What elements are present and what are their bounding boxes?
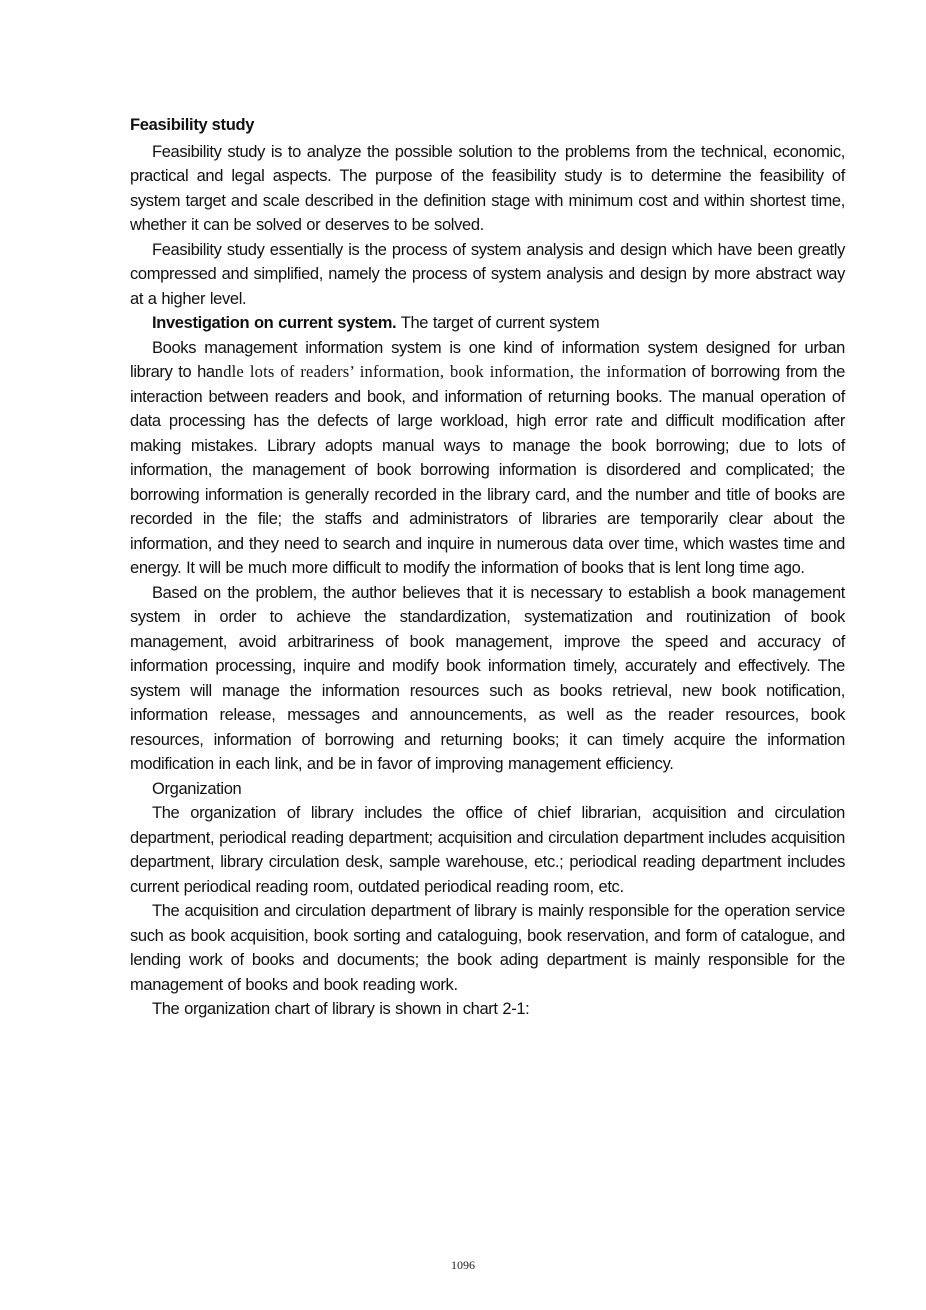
paragraph-feasibility-definition: Feasibility study is to analyze the possible solution to the problems from the technical, economic, practical and legal aspects. The purpose of the feasibility study is to determine the feasibility of system target and scale described in the definition stage with minimum cost and within shortest time, whether it can be solved or deserves to be solved. (130, 142, 845, 234)
paragraph-organization-structure: The organization of library includes the office of chief librarian, acquisition and circulation department, periodical reading department; acquisition and circulation department includes acquisition department, library circulation desk, sample warehouse, etc.; periodical reading department includes current periodical reading room, outdated periodical reading room, etc. (130, 804, 845, 896)
paragraph-chart-reference: The organization chart of library is shown in chart 2-1: (152, 1000, 530, 1018)
paragraph-organization-label: Organization (152, 779, 242, 798)
page-number: 1096 (451, 1258, 475, 1272)
paragraph-proposal: Based on the problem, the author believes that it is necessary to establish a book management system in order to achieve the standardization, systematization and routinization of book management, avoid arbitrariness of book management, improve the speed and accuracy of information processing, inquire and modify book information timely, accurately and effectively. The system will manage the information resources such as books retrieval, new book notification, information release, messages and announcements, as well as the reader resources, book resources, information of borrowing and returning books; it can timely acquire the information modification in each link, and be in favor of improving management efficiency. (130, 583, 845, 773)
current-system-part-b: ion of borrowing from the interaction between readers and book, and information of returning books. The manual operation of data processing has the defects of large workload, high error rate and difficult modification after making mistakes. Library adopts manual ways to manage the book borrowing; due to lots of information, the management of book borrowing information is disordered and complicated; the borrowing information is generally recorded in the library card, and the number and title of books are recorded in the file; the staffs and administrators of libraries are temporarily clear about the information, and they need to search and inquire in numerous data over time, which wastes time and energy. It will be much more difficult to modify the information of books that is lent long time ago. (130, 363, 845, 577)
current-system-serif-run: ndle lots of readers’ information, book information, the informat (214, 362, 666, 381)
document-body (130, 113, 845, 1022)
investigation-bold-label: Investigation on current system. (152, 314, 397, 332)
paragraph-current-system (130, 336, 845, 581)
paragraph-investigation-heading (130, 311, 845, 336)
investigation-rest: The target of current system (396, 314, 600, 332)
paragraph-feasibility-essence: Feasibility study essentially is the process of system analysis and design which have been greatly compressed and simplified, namely the process of system analysis and design by more abstract way at a higher level. (130, 240, 845, 308)
current-system-part-a: Books management information system is one kind of information system designed for urban library to ha (130, 338, 845, 381)
paragraph-department-duties: The acquisition and circulation department of library is mainly responsible for the operation service such as book acquisition, book sorting and cataloguing, book reservation, and form of catalogue, and lending work of books and documents; the book ading department is mainly responsible for the management of books and book reading work. (130, 902, 845, 994)
section-title: Feasibility study (130, 116, 255, 134)
